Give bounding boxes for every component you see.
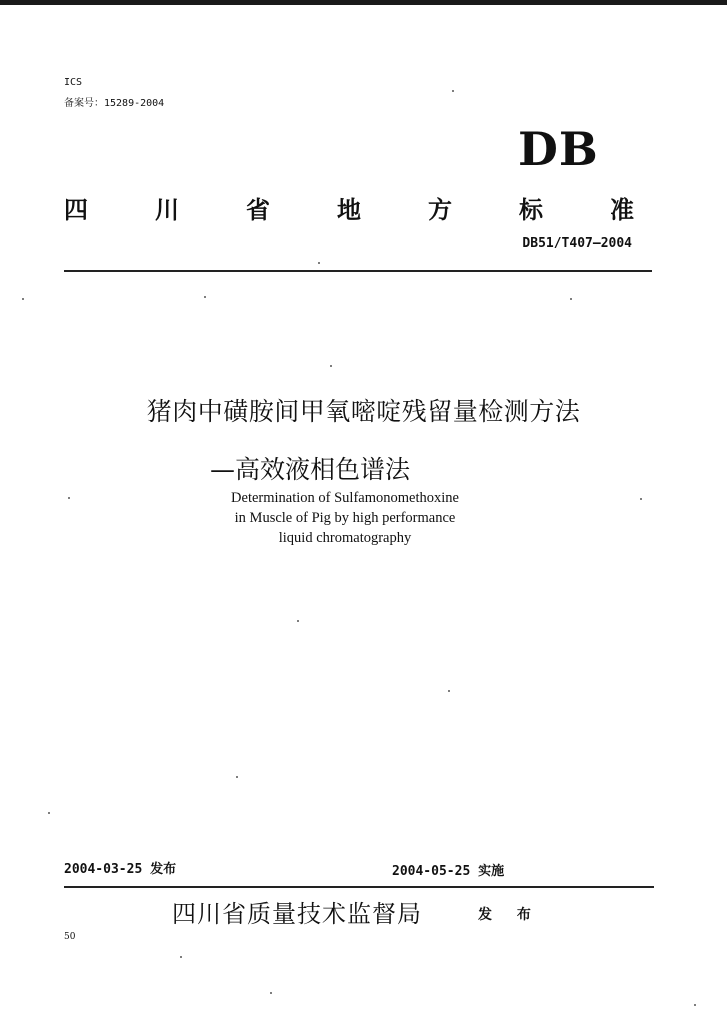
standard-title-char: 标 [519,195,543,224]
issue-date: 2004-03-25 发布 [64,862,177,877]
scan-speck [452,90,454,92]
scan-speck [236,776,238,778]
title-english-line: liquid chromatography [278,530,412,546]
scan-speck [448,690,450,692]
db-mark: DB [518,122,599,176]
scan-speck [270,992,272,994]
standard-number: DB51/T407—2004 [522,236,632,251]
scan-speck [297,620,299,622]
standard-title-char: 川 [155,195,179,224]
scan-speck [694,1004,696,1006]
ics-label: ICS [64,77,83,88]
footer-divider [64,886,654,888]
title-english-line: Determination of Sulfamonomethoxine [231,490,459,506]
standard-title-char: 省 [246,195,270,224]
scan-speck [570,298,572,300]
title-chinese-subtitle: —高效液相色谱法 [210,455,411,484]
implementation-date: 2004-05-25 实施 [392,864,505,879]
standard-title-char: 准 [610,195,634,224]
scan-speck [180,956,182,958]
issuing-authority: 四川省质量技术监督局 [172,900,422,928]
scan-speck [68,497,70,499]
standard-title-char: 四 [64,195,88,224]
standard-title-char: 方 [428,195,452,224]
top-border [0,0,727,5]
scan-speck [330,365,332,367]
filing-number: 备案号：15289-2004 [64,98,165,109]
header-divider [64,270,652,272]
title-english-line: in Muscle of Pig by high performance [234,510,456,526]
scan-speck [640,498,642,500]
title-chinese-main: 猪肉中磺胺间甲氧嘧啶残留量检测方法 [146,397,581,426]
standard-title-char: 地 [337,195,361,224]
title-english [0,488,690,548]
scan-speck [22,298,24,300]
scan-speck [48,812,50,814]
publish-label: 发 布 [478,907,541,923]
scan-speck [204,296,206,298]
page-number: 50 [64,932,76,942]
scan-speck [318,262,320,264]
standard-title [64,190,634,225]
